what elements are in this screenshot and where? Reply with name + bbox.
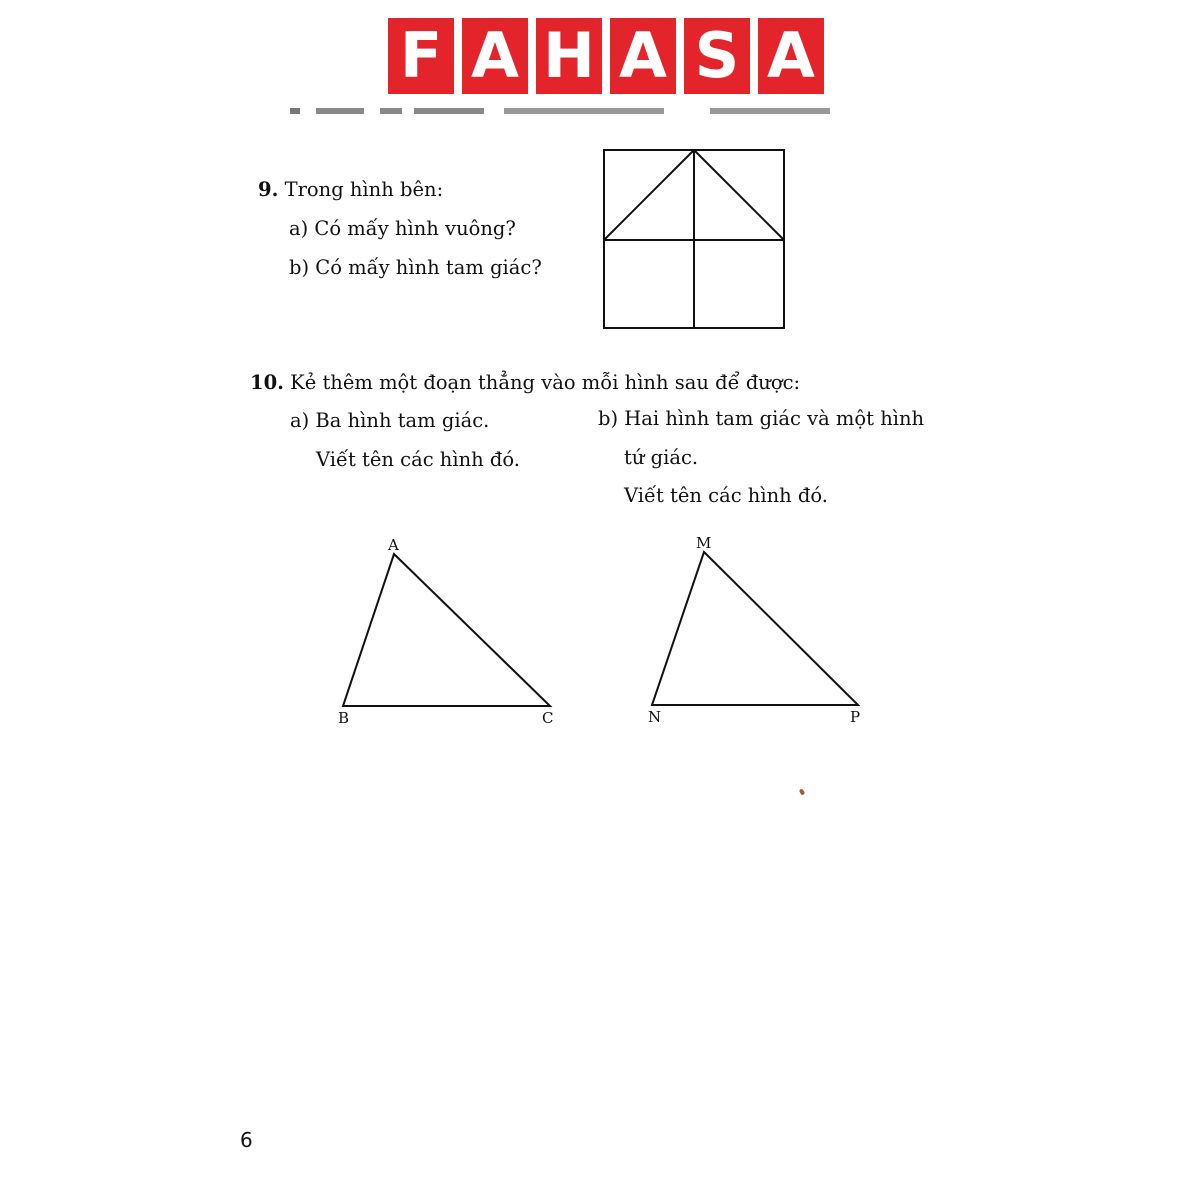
question-10-part-b-line1: b) Hai hình tam giác và một hình <box>598 407 925 430</box>
triangle-abc <box>343 554 550 706</box>
vertex-label-n: N <box>648 708 662 726</box>
vertex-label-m: M <box>696 534 712 552</box>
logo-letter: F <box>388 18 454 94</box>
logo-letter: H <box>536 18 602 94</box>
triangle-mnp <box>652 552 858 705</box>
triangle-mnp-outline <box>652 552 858 705</box>
question-10-part-b-line2: tứ giác. <box>624 446 699 469</box>
question-9-number: 9. <box>258 178 279 201</box>
logo-letter: A <box>610 18 676 94</box>
triangle-abc-outline <box>343 554 550 706</box>
right-diagonal <box>694 150 784 240</box>
question-10-number: 10. <box>250 371 284 394</box>
question-10-part-a-line2: Viết tên các hình đó. <box>316 448 520 471</box>
page-number: 6 <box>240 1128 253 1152</box>
logo-letter: S <box>684 18 750 94</box>
question-9-prompt: Trong hình bên: <box>284 178 444 201</box>
question-9-figure <box>604 150 784 328</box>
question-10-part-b-line3: Viết tên các hình đó. <box>624 484 828 507</box>
vertex-label-a: A <box>388 536 399 554</box>
vertex-label-p: P <box>850 708 861 726</box>
question-9-part-a: a) Có mấy hình vuông? <box>289 217 516 240</box>
question-10-prompt: Kẻ thêm một đoạn thẳng vào mỗi hình sau để được: <box>290 371 801 394</box>
question-10-part-a-line1: a) Ba hình tam giác. <box>290 409 490 432</box>
vertex-label-b: B <box>338 709 350 727</box>
logo-letter: A <box>462 18 528 94</box>
logo-letter: A <box>758 18 824 94</box>
question-9-part-b: b) Có mấy hình tam giác? <box>289 256 542 279</box>
left-diagonal <box>604 150 694 240</box>
vertex-label-c: C <box>542 709 554 727</box>
